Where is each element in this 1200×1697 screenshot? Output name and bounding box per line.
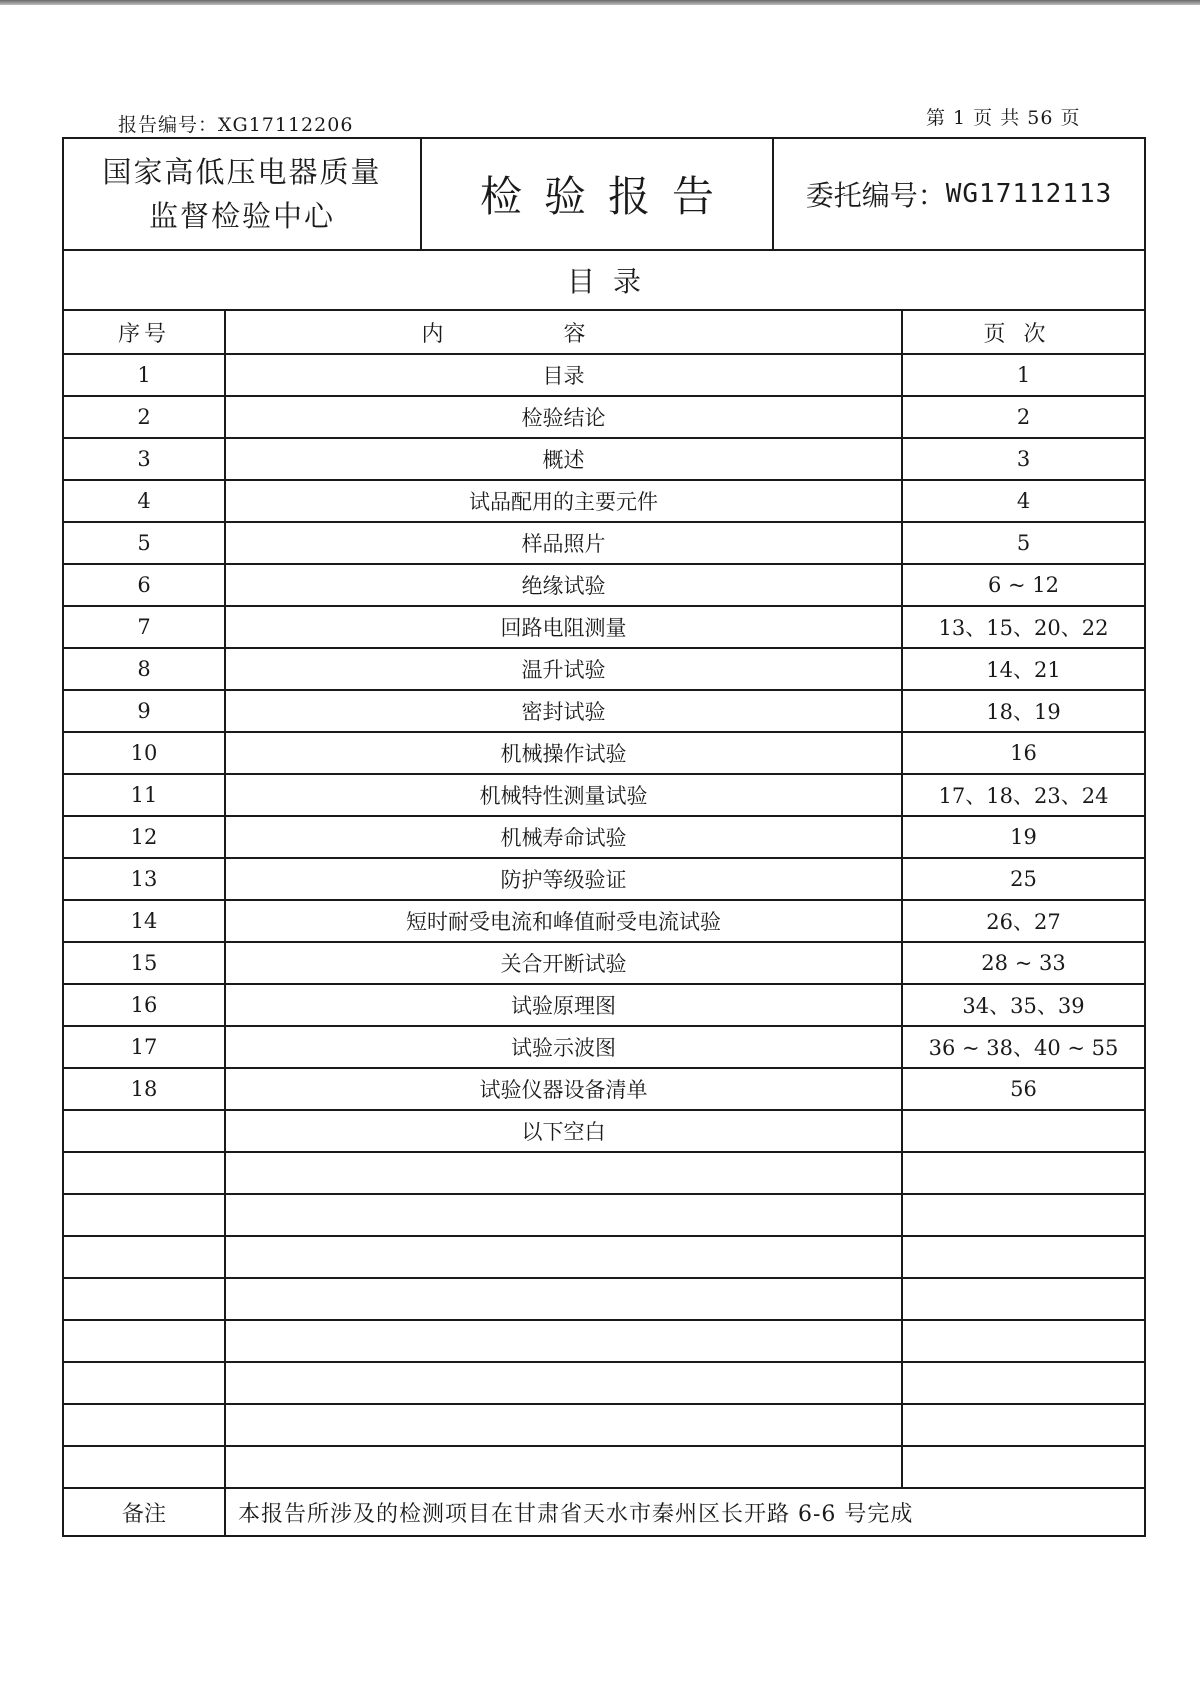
- row-pages: 6 ~ 12: [902, 564, 1144, 606]
- blank-note-row: [64, 1110, 1144, 1152]
- page-indicator: 第 1 页 共 56 页: [926, 107, 1081, 129]
- row-pages: 4: [902, 480, 1144, 522]
- row-number: 7: [64, 606, 225, 648]
- empty-cell: [64, 1404, 225, 1446]
- table-row: [64, 732, 1144, 774]
- empty-cell: [225, 1236, 902, 1278]
- row-number: 1: [64, 354, 225, 396]
- row-content: 防护等级验证: [225, 858, 902, 900]
- empty-cell: [225, 1320, 902, 1362]
- row-number: 2: [64, 396, 225, 438]
- empty-cell: [64, 1362, 225, 1404]
- row-content: 样品照片: [225, 522, 902, 564]
- empty-cell: [902, 1278, 1144, 1320]
- report-number: 报告编号：XG17112206: [118, 114, 354, 136]
- column-header-no: 序号: [117, 321, 170, 347]
- empty-cell: [225, 1446, 902, 1488]
- empty-cell: [902, 1236, 1144, 1278]
- row-content: 温升试验: [225, 648, 902, 690]
- report-title: 检验报告: [422, 139, 774, 249]
- table-row: [64, 564, 1144, 606]
- toc-table: [64, 311, 1144, 1535]
- row-pages: 13、15、20、22: [902, 606, 1144, 648]
- row-pages: 36 ~ 38、40 ~ 55: [902, 1026, 1144, 1068]
- row-pages: 5: [902, 522, 1144, 564]
- empty-cell: [64, 1446, 225, 1488]
- row-pages: 34、35、39: [902, 984, 1144, 1026]
- empty-row: [64, 1404, 1144, 1446]
- row-content: 机械操作试验: [225, 732, 902, 774]
- report-sheet: [62, 137, 1146, 1537]
- row-pages: 1: [902, 354, 1144, 396]
- empty-cell: [64, 1152, 225, 1194]
- table-row: [64, 522, 1144, 564]
- report-header: [64, 139, 1144, 251]
- empty-cell: [225, 1362, 902, 1404]
- remark-label: 备注: [64, 1488, 225, 1535]
- row-number: 16: [64, 984, 225, 1026]
- blank-note: 以下空白: [225, 1110, 902, 1152]
- row-content: 检验结论: [225, 396, 902, 438]
- empty-row: [64, 1152, 1144, 1194]
- row-content: 短时耐受电流和峰值耐受电流试验: [225, 900, 902, 942]
- row-pages: 18、19: [902, 690, 1144, 732]
- empty-cell: [64, 1110, 225, 1152]
- row-number: 14: [64, 900, 225, 942]
- row-number: 3: [64, 438, 225, 480]
- table-row: [64, 774, 1144, 816]
- table-row: [64, 816, 1144, 858]
- toc-header-row: [64, 311, 1144, 354]
- row-content: 关合开断试验: [225, 942, 902, 984]
- row-pages: 14、21: [902, 648, 1144, 690]
- table-row: [64, 690, 1144, 732]
- empty-cell: [902, 1194, 1144, 1236]
- row-content: 密封试验: [225, 690, 902, 732]
- table-row: [64, 900, 1144, 942]
- row-content: 试验原理图: [225, 984, 902, 1026]
- table-row: [64, 396, 1144, 438]
- row-number: 9: [64, 690, 225, 732]
- row-number: 5: [64, 522, 225, 564]
- empty-row: [64, 1446, 1144, 1488]
- empty-cell: [902, 1110, 1144, 1152]
- scan-edge: [0, 0, 1200, 5]
- empty-cell: [902, 1446, 1144, 1488]
- row-pages: 17、18、23、24: [902, 774, 1144, 816]
- empty-cell: [902, 1152, 1144, 1194]
- empty-cell: [225, 1194, 902, 1236]
- org-name-line1: 国家高低压电器质量: [102, 155, 382, 189]
- commission-number: [774, 139, 1144, 249]
- empty-row: [64, 1278, 1144, 1320]
- column-header-pages: 页次: [902, 311, 1144, 354]
- remark-row: [64, 1488, 1144, 1535]
- row-content: 试品配用的主要元件: [225, 480, 902, 522]
- table-row: [64, 438, 1144, 480]
- table-row: [64, 606, 1144, 648]
- row-number: 15: [64, 942, 225, 984]
- row-number: 11: [64, 774, 225, 816]
- row-content: 目录: [225, 354, 902, 396]
- empty-cell: [64, 1278, 225, 1320]
- column-header-content: 内容: [225, 311, 902, 354]
- row-content: 概述: [225, 438, 902, 480]
- row-pages: 56: [902, 1068, 1144, 1110]
- row-number: 4: [64, 480, 225, 522]
- empty-cell: [225, 1152, 902, 1194]
- empty-cell: [64, 1320, 225, 1362]
- commission-value: WG17112113: [945, 179, 1113, 209]
- empty-cell: [225, 1278, 902, 1320]
- empty-cell: [902, 1320, 1144, 1362]
- row-pages: 19: [902, 816, 1144, 858]
- row-pages: 25: [902, 858, 1144, 900]
- table-row: [64, 1026, 1144, 1068]
- row-number: 10: [64, 732, 225, 774]
- toc-heading: 目录: [64, 251, 1144, 311]
- row-number: 17: [64, 1026, 225, 1068]
- row-content: 试验仪器设备清单: [225, 1068, 902, 1110]
- row-number: 6: [64, 564, 225, 606]
- table-row: [64, 942, 1144, 984]
- row-number: 18: [64, 1068, 225, 1110]
- row-number: 12: [64, 816, 225, 858]
- row-pages: 16: [902, 732, 1144, 774]
- empty-row: [64, 1320, 1144, 1362]
- empty-row: [64, 1236, 1144, 1278]
- table-row: [64, 858, 1144, 900]
- empty-cell: [902, 1362, 1144, 1404]
- empty-cell: [64, 1236, 225, 1278]
- row-content: 机械特性测量试验: [225, 774, 902, 816]
- table-row: [64, 354, 1144, 396]
- empty-row: [64, 1194, 1144, 1236]
- org-name-line2: 监督检验中心: [148, 199, 335, 233]
- row-pages: 28 ~ 33: [902, 942, 1144, 984]
- empty-cell: [225, 1404, 902, 1446]
- row-pages: 2: [902, 396, 1144, 438]
- row-number: 13: [64, 858, 225, 900]
- row-content: 回路电阻测量: [225, 606, 902, 648]
- issuing-organization: [64, 139, 422, 249]
- empty-row: [64, 1362, 1144, 1404]
- empty-cell: [902, 1404, 1144, 1446]
- table-row: [64, 1068, 1144, 1110]
- commission-label: 委托编号：: [805, 179, 946, 212]
- table-row: [64, 984, 1144, 1026]
- row-content: 机械寿命试验: [225, 816, 902, 858]
- row-number: 8: [64, 648, 225, 690]
- row-content: 试验示波图: [225, 1026, 902, 1068]
- row-pages: 26、27: [902, 900, 1144, 942]
- empty-cell: [64, 1194, 225, 1236]
- row-content: 绝缘试验: [225, 564, 902, 606]
- table-row: [64, 480, 1144, 522]
- table-row: [64, 648, 1144, 690]
- row-pages: 3: [902, 438, 1144, 480]
- remark-text: 本报告所涉及的检测项目在甘肃省天水市秦州区长开路 6-6 号完成: [225, 1488, 1144, 1535]
